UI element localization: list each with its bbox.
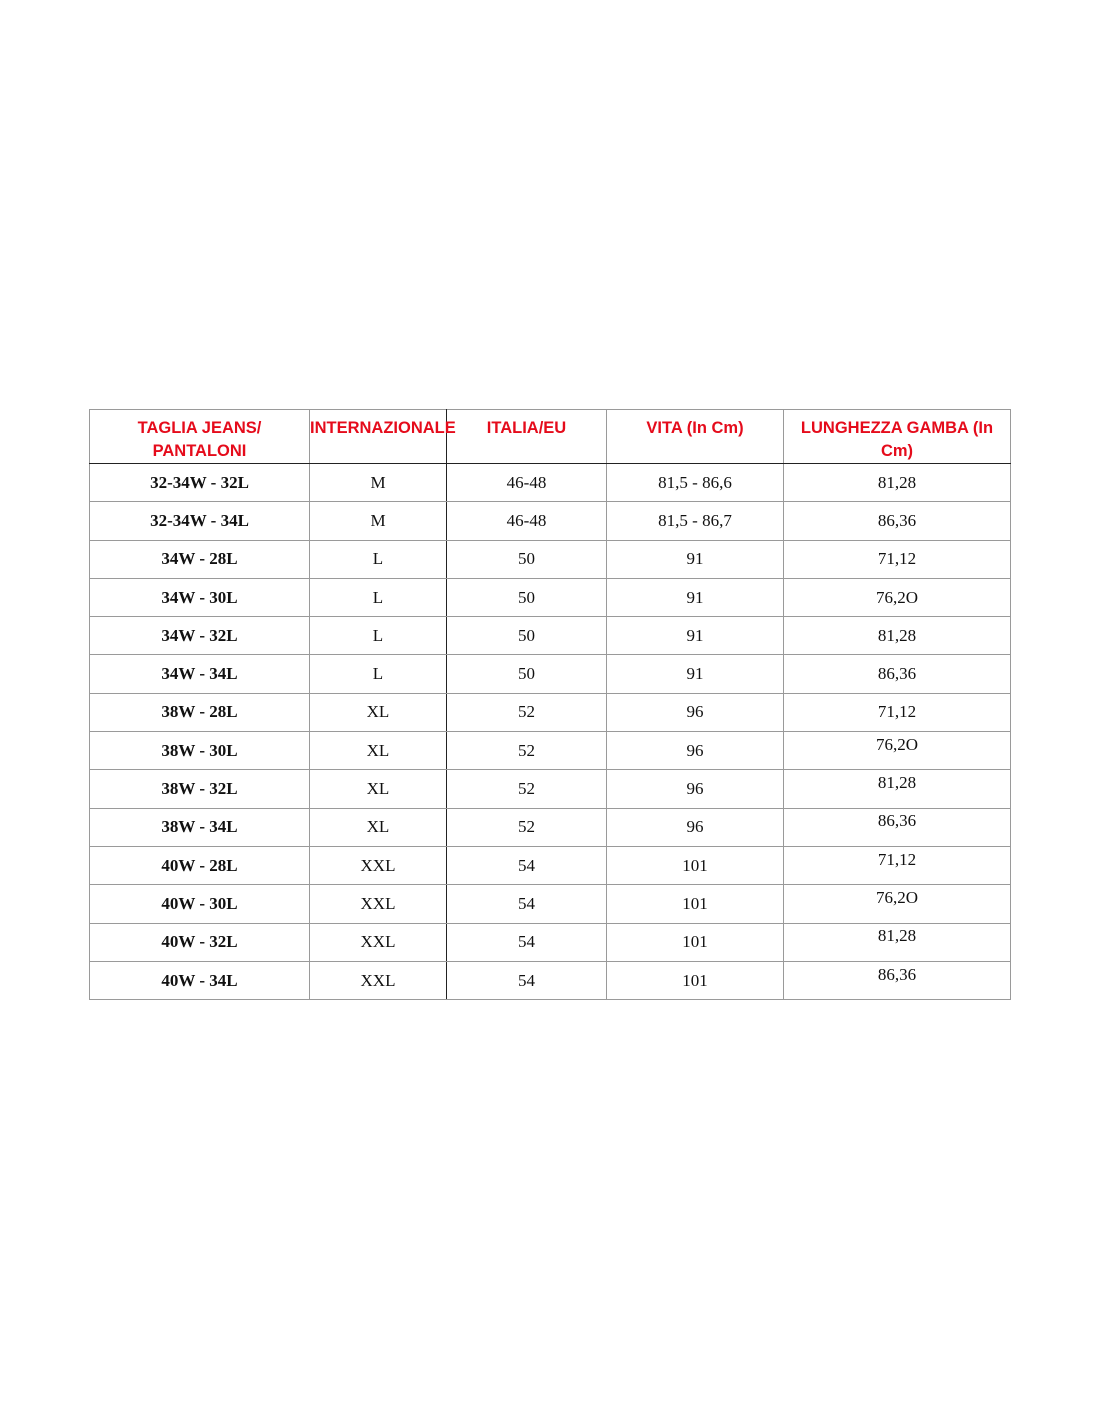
cell-international [310,540,447,578]
table-row [90,655,1011,693]
cell-italia-eu [447,846,607,884]
table-row [90,770,1011,808]
cell-size [90,655,310,693]
cell-international [310,846,447,884]
cell-international [310,617,447,655]
table-header-row [90,410,1011,464]
header-taglia: TAGLIA JEANS/ PANTALONI [90,410,310,464]
cell-lunghezza-text: 76,2O [875,587,919,607]
cell-lunghezza-text: 81,28 [877,926,917,946]
cell-size-text: 32-34W - 32L [150,472,249,492]
cell-international-text: XXL [360,970,396,990]
cell-lunghezza-text: 81,28 [877,472,917,492]
cell-international [310,693,447,731]
cell-size [90,961,310,999]
cell-size-text: 38W - 28L [161,702,238,722]
cell-lunghezza [784,464,1011,502]
cell-size [90,770,310,808]
cell-international-text: XL [366,817,390,837]
cell-international-text: XXL [360,932,396,952]
cell-size [90,808,310,846]
cell-vita-text: 81,5 - 86,6 [658,472,732,492]
cell-lunghezza-text: 81,28 [877,773,917,793]
cell-lunghezza-text: 76,2O [875,887,919,907]
header-lunghezza-gamba: LUNGHEZZA GAMBA (In Cm) [784,410,1011,464]
cell-size [90,578,310,616]
cell-size-text: 38W - 34L [161,817,238,837]
cell-international-text: L [372,625,384,645]
cell-international [310,808,447,846]
cell-lunghezza [784,578,1011,616]
cell-size-text: 32-34W - 34L [150,510,249,530]
table-row [90,464,1011,502]
cell-lunghezza [784,961,1011,999]
cell-international [310,961,447,999]
cell-lunghezza-text: 86,36 [877,510,917,530]
cell-italia-eu-text: 50 [518,664,535,684]
cell-lunghezza [784,540,1011,578]
cell-international [310,770,447,808]
cell-lunghezza-text: 86,36 [877,664,917,684]
cell-lunghezza [784,502,1011,540]
table-row [90,502,1011,540]
cell-size [90,732,310,770]
cell-vita [607,464,784,502]
table-row [90,693,1011,731]
cell-italia-eu-text: 50 [518,587,535,607]
cell-lunghezza-text: 71,12 [877,549,917,569]
cell-international-text: L [372,549,384,569]
cell-size [90,617,310,655]
table-row [90,732,1011,770]
cell-vita [607,693,784,731]
cell-italia-eu [447,578,607,616]
cell-size [90,693,310,731]
cell-vita-text: 101 [682,893,708,913]
cell-size [90,923,310,961]
cell-lunghezza-text: 76,2O [875,734,919,754]
cell-italia-eu [447,885,607,923]
cell-italia-eu-text: 54 [518,893,535,913]
cell-lunghezza [784,617,1011,655]
cell-italia-eu [447,923,607,961]
cell-vita-text: 81,5 - 86,7 [658,510,732,530]
cell-italia-eu-text: 52 [518,740,535,760]
cell-size-text: 40W - 32L [161,932,238,952]
cell-international-text: L [372,664,384,684]
cell-italia-eu-text: 54 [518,932,535,952]
cell-vita-text: 101 [682,932,708,952]
cell-italia-eu-text: 52 [518,817,535,837]
cell-international [310,923,447,961]
cell-international-text: XXL [360,855,396,875]
cell-vita-text: 101 [682,970,708,990]
cell-lunghezza [784,693,1011,731]
cell-lunghezza [784,846,1011,884]
cell-vita [607,655,784,693]
cell-international-text: L [372,587,384,607]
size-chart-table [89,409,1011,1000]
cell-italia-eu [447,808,607,846]
cell-international-text: XL [366,702,390,722]
cell-vita [607,732,784,770]
cell-italia-eu [447,617,607,655]
cell-italia-eu [447,693,607,731]
cell-vita [607,578,784,616]
cell-international-text: M [370,472,386,492]
cell-italia-eu [447,732,607,770]
cell-lunghezza [784,808,1011,846]
cell-lunghezza [784,732,1011,770]
cell-lunghezza [784,923,1011,961]
table-row [90,923,1011,961]
cell-italia-eu-text: 50 [518,625,535,645]
cell-international [310,502,447,540]
cell-lunghezza-text: 71,12 [877,702,917,722]
cell-vita [607,808,784,846]
cell-italia-eu-text: 50 [518,549,535,569]
table-row [90,961,1011,999]
cell-lunghezza-text: 81,28 [877,625,917,645]
cell-size [90,502,310,540]
table-row [90,808,1011,846]
cell-italia-eu-text: 52 [518,779,535,799]
cell-italia-eu-text: 54 [518,855,535,875]
cell-size-text: 38W - 32L [161,779,238,799]
cell-lunghezza [784,770,1011,808]
cell-vita [607,885,784,923]
table-row [90,578,1011,616]
header-italia-eu: ITALIA/EU [447,410,607,464]
cell-size [90,540,310,578]
cell-vita [607,961,784,999]
cell-lunghezza [784,655,1011,693]
cell-italia-eu-text: 52 [518,702,535,722]
cell-vita-text: 96 [686,817,704,837]
cell-vita-text: 96 [686,740,704,760]
cell-italia-eu [447,961,607,999]
cell-size-text: 38W - 30L [161,740,238,760]
cell-size-text: 40W - 34L [161,970,238,990]
cell-vita [607,770,784,808]
cell-international [310,464,447,502]
cell-international-text: M [370,510,386,530]
cell-lunghezza-text: 86,36 [877,811,917,831]
cell-italia-eu [447,655,607,693]
cell-vita [607,923,784,961]
cell-lunghezza-text: 86,36 [877,964,917,984]
cell-italia-eu-text: 46-48 [506,472,547,492]
cell-vita [607,617,784,655]
cell-size-text: 34W - 32L [161,625,238,645]
table-row [90,846,1011,884]
cell-international-text: XXL [360,893,396,913]
cell-international-text: XL [366,740,390,760]
cell-vita-text: 101 [682,855,708,875]
cell-size-text: 34W - 34L [161,664,238,684]
header-vita: VITA (In Cm) [607,410,784,464]
cell-international [310,732,447,770]
header-internazionale: INTERNAZIONALE [310,410,447,464]
cell-italia-eu-text: 46-48 [506,510,547,530]
cell-vita-text: 91 [686,549,704,569]
cell-lunghezza [784,885,1011,923]
cell-vita-text: 96 [686,702,704,722]
cell-vita-text: 91 [686,664,704,684]
cell-vita [607,846,784,884]
cell-italia-eu [447,540,607,578]
cell-lunghezza-text: 71,12 [877,849,917,869]
table-row [90,617,1011,655]
cell-italia-eu [447,464,607,502]
cell-international [310,655,447,693]
cell-size-text: 40W - 30L [161,893,238,913]
cell-international [310,885,447,923]
cell-size-text: 34W - 30L [161,587,238,607]
cell-international-text: XL [366,779,390,799]
cell-size [90,846,310,884]
cell-size [90,464,310,502]
table-row [90,885,1011,923]
cell-size-text: 34W - 28L [161,549,238,569]
cell-italia-eu [447,770,607,808]
cell-italia-eu-text: 54 [518,970,535,990]
cell-vita [607,540,784,578]
cell-international [310,578,447,616]
table-row [90,540,1011,578]
cell-vita-text: 91 [686,587,704,607]
cell-vita [607,502,784,540]
cell-size [90,885,310,923]
cell-vita-text: 96 [686,779,704,799]
cell-size-text: 40W - 28L [161,855,238,875]
cell-italia-eu [447,502,607,540]
cell-vita-text: 91 [686,625,704,645]
